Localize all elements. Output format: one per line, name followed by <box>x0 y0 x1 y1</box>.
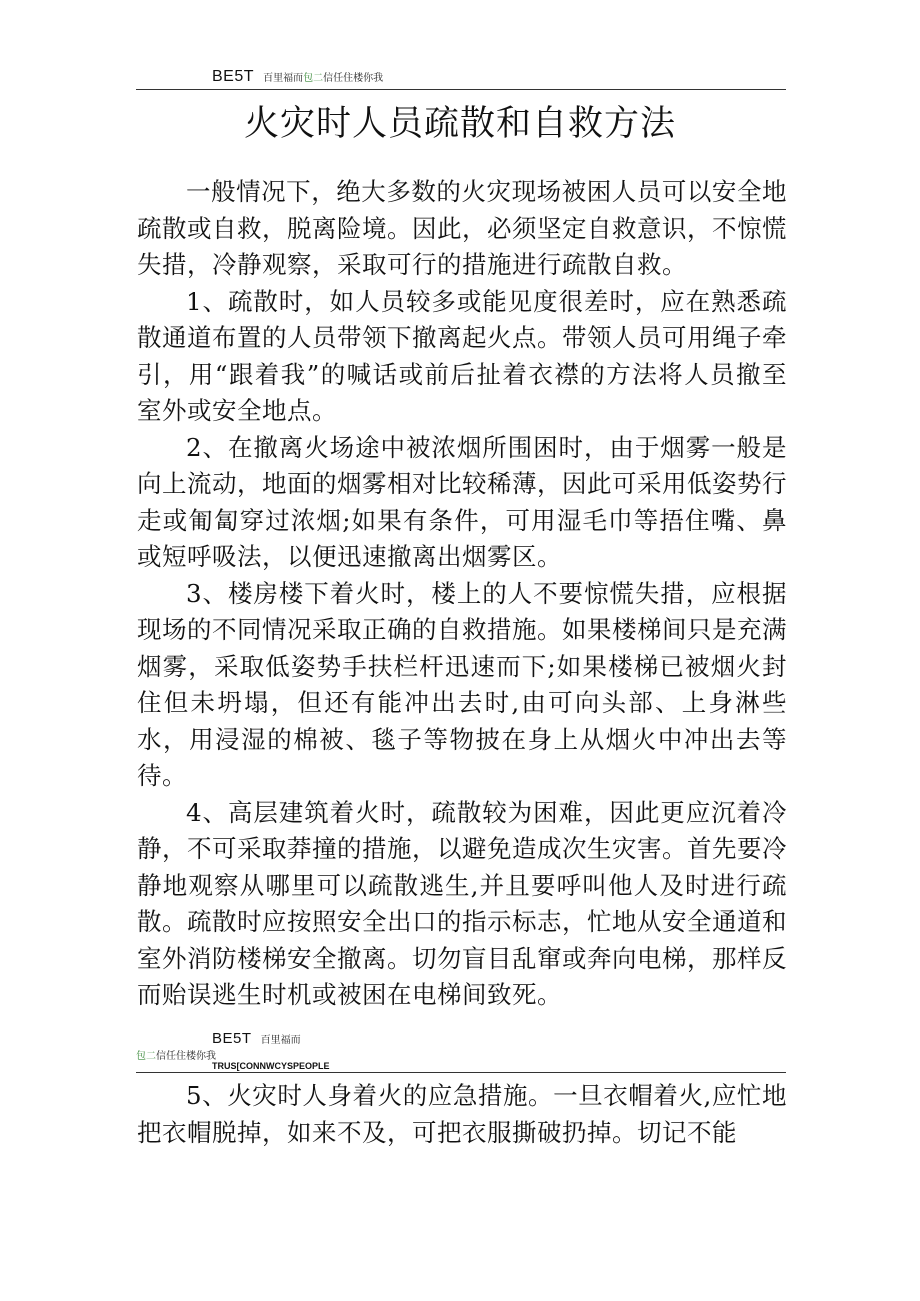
header-tagline-part-a: 百里福而 <box>263 73 304 84</box>
footer-slogan: TRUS[CONNWCYSPEOPLE <box>212 1061 330 1071</box>
footer-brand-logo: BE5T <box>212 1030 252 1047</box>
footer-brand-row <box>212 1028 301 1047</box>
document-body <box>137 174 787 1014</box>
paragraph-item-4: 4、高层建筑着火时，疏散较为困难，因此更应沉着冷静，不可采取莽撞的措施，以避免造成次生灾害。首先要冷静地观察从哪里可以疏散逃生,并且要呼叫他人及时进行疏散。疏散时应按照安全出口的指示标志，忙地从安全通道和室外消防楼梯安全撤离。切勿盲目乱窜或奔向电梯，那样反而贻误逃生时机或被困在电梯间致死。 <box>137 797 787 1009</box>
paragraph-item-1: 1、疏散时，如人员较多或能见度很差时，应在熟悉疏散通道布置的人员带领下撤离起火点。带领人员可用绳子牵引，用“跟着我”的喊话或前后扯着衣襟的方法将人员撤至室外或安全地点。 <box>137 286 787 425</box>
footer-divider <box>136 1072 786 1073</box>
footer-tagline: 百里福而 <box>260 1035 301 1046</box>
header-tagline-part-c: 信任住楼你我 <box>323 73 384 84</box>
footer-tagline-line <box>136 1047 216 1062</box>
paragraph-item-3: 3、楼房楼下着火时，楼上的人不要惊慌失措，应根据现场的不同情况采取正确的自救措施。如果楼梯间只是充满烟雾，采取低姿势手扶栏杆迅速而下;如果楼梯已被烟火封住但未坍塌，但还有能冲出去时,由可向头部、上身淋些水，用浸湿的棉被、毯子等物披在身上从烟火中冲出去等待。 <box>137 578 787 790</box>
paragraph-item-2: 2、在撤离火场途中被浓烟所围困时，由于烟雾一般是向上流动，地面的烟雾相对比较稀薄，因此可采用低姿势行走或匍匐穿过浓烟;如果有条件，可用湿毛巾等捂住嘴、鼻或短呼吸法，以便迅速撤离出烟雾区。 <box>137 432 787 571</box>
page-header <box>212 66 383 86</box>
paragraph-intro: 一般情况下，绝大多数的火灾现场被困人员可以安全地疏散或自救，脱离险境。因此，必须坚定自救意识，不惊慌失措，冷静观察，采取可行的措施进行疏散自救。 <box>137 177 787 279</box>
document-body-continued <box>137 1078 787 1151</box>
header-tagline-part-b: 包二 <box>303 73 324 84</box>
header-divider <box>136 89 786 90</box>
document-title: 火灾时人员疏散和自救方法 <box>243 104 676 144</box>
header-tagline <box>263 73 383 84</box>
footer-tagline-part-b: 信任住楼你我 <box>156 1051 216 1062</box>
header-brand-logo: BE5T <box>212 68 255 85</box>
footer-tagline-part-a: 包二 <box>136 1051 156 1062</box>
paragraph-item-5: 5、火灾时人身着火的应急措施。一旦衣帽着火,应忙地把衣帽脱掉，如来不及，可把衣服撕破扔掉。切记不能 <box>137 1081 787 1147</box>
